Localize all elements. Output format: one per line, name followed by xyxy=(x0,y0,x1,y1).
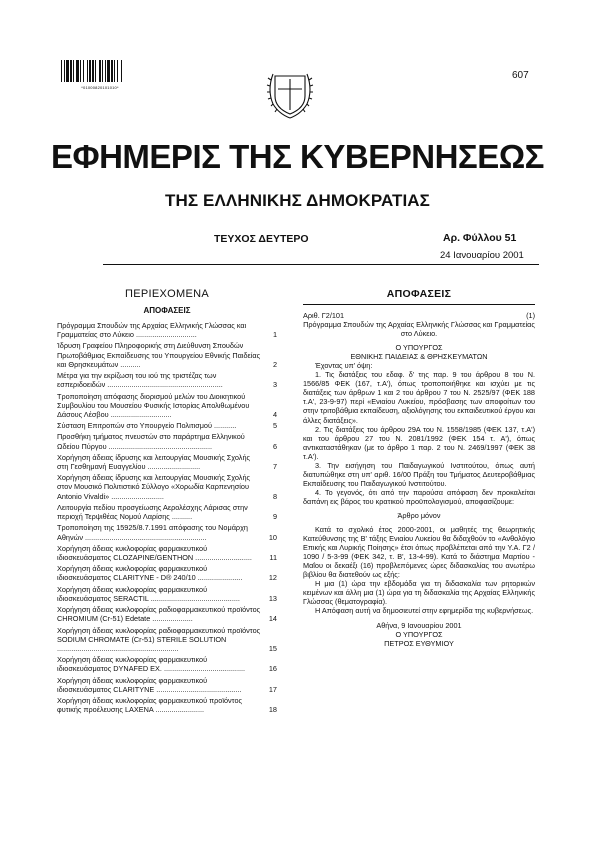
signature-place-date: Αθήνα, 9 Ιανουαρίου 2001 xyxy=(376,620,462,630)
contents-item xyxy=(57,503,277,521)
contents-item-page: 14 xyxy=(268,614,277,624)
gazette-title: ΕΦΗΜΕΡΙΣ ΤΗΣ ΚΥΒΕΡΝΗΣΕΩΣ xyxy=(51,138,544,175)
contents-item-page: 6 xyxy=(272,441,277,451)
contents-item-page: 1 xyxy=(272,330,277,340)
having-regard: Έχοντας υπ' όψη: xyxy=(315,361,373,371)
contents-item-page: 16 xyxy=(268,664,277,674)
decision-paragraph-5: Κατά το σχολικό έτος 2000-2001, οι μαθητές της θεωρητικής Κατεύθυνσης της Β' τάξης Ενιαίου Λυκείου θα διδαχθούν το «Ανθολόγιο Επικής και Λυρικής Ποίησης» έτσι όπως προβλέπεται από την Υ.Α. Γ2 / 1090 / 5-3-99 (ΦΕΚ 342, τ. Β', 13-4-99). Κατά το διάστημα Μαρτίου - Μαΐου οι δεκαέξι (16) προβλεπόμενες ώρες διδασκαλίας του ανωτέρω βιβλίου θα διατεθούν ως εξής: xyxy=(303,525,535,580)
contents-item-text: Σύσταση Επιτροπών στο Υπουργείο Πολιτισμού ........... xyxy=(57,421,237,431)
contents-item xyxy=(57,321,277,339)
contents-item-page: 5 xyxy=(272,421,277,431)
contents-item-page: 8 xyxy=(272,491,277,501)
contents-item xyxy=(57,564,277,582)
contents-item-text: Χορήγηση άδειας κυκλοφορίας φαρμακευτικού ιδιοσκευάσματος CLARITYNE - D® 240/10 ...................... xyxy=(57,564,243,583)
contents-item-text: Χορήγηση άδειας κυκλοφορίας φαρμακευτικού ιδιοσκευάσματος CLARITYNE .......................................... xyxy=(57,675,242,694)
decision-paragraph-6: Η μια (1) ώρα την εβδομάδα για τη διδασκαλία των ρητορικών κειμένων και άλλη μια (1) ώρα για τη διδασκαλία της Αρχαίας Ελληνικής Γλώσσας (θεματογραφία). xyxy=(303,579,535,607)
contents-item-text: Χορήγηση άδειας κυκλοφορίας φαρμακευτικού ιδιοσκευάσματος CLOZAPINE/GENTHON ............................ xyxy=(57,543,252,562)
contents-item-text: Χορήγηση άδειας κυκλοφορίας φαρμακευτικού ιδιοσκευάσματος DYNAFED EX. ........................................ xyxy=(57,655,246,674)
decision-ref-number: Αριθ. Γ2/101 xyxy=(303,311,345,320)
contents-item-page: 13 xyxy=(268,593,277,603)
contents-heading: ΠΕΡΙΕΧΟΜΕΝΑ xyxy=(125,288,209,300)
contents-item-page: 9 xyxy=(272,512,277,522)
contents-item xyxy=(57,544,277,562)
contents-item-page: 18 xyxy=(268,705,277,715)
decisions-heading: ΑΠΟΦΑΣΕΙΣ xyxy=(386,288,452,300)
decision-paragraph-7: Η Απόφαση αυτή να δημοσιευτεί στην εφημερίδα της κυβερνήσεως. xyxy=(315,606,534,616)
contents-item-page: 12 xyxy=(268,573,277,583)
contents-item xyxy=(57,696,277,714)
contents-item xyxy=(57,605,277,623)
contents-item-page: 2 xyxy=(272,359,277,369)
decision-paragraph-1: 1. Τις διατάξεις του εδαφ. δ' της παρ. 9 του άρθρου 8 του Ν. 1566/85 ΦΕΚ (167, τ.Α'), όπως τροποποιήθηκε και ισχύει με τις διατάξεις των άρθρων 1 και 2 του άρθρου 7 του Ν. 2525/97 (ΦΕΚ 188 τ.Α', 23-9-97) περί «Ενιαίου Λυκείου, πρόσβασης των αποφοίτων του στην τριτοβάθμια εκπαίδευση, αξιολόγησης του εκπαιδευτικού έργου και άλλες διατάξεις». xyxy=(303,370,535,425)
decision-paragraph-3: 3. Την εισήγηση του Παιδαγωγικού Ινστιτούτου, όπως αυτή διατυπώθηκε στη υπ' αριθ. 16/00 Πράξη του Τμήματος Δευτεροβάθμιας Εκπαίδευσης του Παιδαγωγικού Ινστιτούτου. xyxy=(303,460,535,488)
contents-item xyxy=(57,523,277,541)
contents-item xyxy=(57,341,277,368)
decision-title: Πρόγραμμα Σπουδών της Αρχαίας Ελληνικής Γλώσσας και Γραμματείας στο Λύκειο. xyxy=(303,320,535,339)
contents-item-text: Χορήγηση άδειας ίδρυσης και λειτουργίας Μουσικής Σχολής στη Γεσθημανή Ευαγγελίου .......................... xyxy=(57,452,251,471)
contents-item-page: 10 xyxy=(268,532,277,542)
decisions-heading-underline xyxy=(303,304,535,305)
contents-item-text: Προσθήκη τμήματος πνευστών στο παράρτημα Ελληνικού Ωδείου Πύργου ................................................... xyxy=(57,432,245,451)
contents-item xyxy=(57,371,277,389)
contents-item xyxy=(57,473,277,500)
contents-item-text: Χορήγηση άδειας ίδρυσης και λειτουργίας Μουσικής Σχολής στον Μουσικό Πολιτιστικό Σύλλογο «Χορωδία Καρπενησίου Antonio Vivaldi» .......................... xyxy=(57,473,251,501)
contents-list xyxy=(57,321,277,714)
contents-item-text: Τροποποίηση της 15925/8.7.1991 απόφασης του Νομάρχη Αθηνών ............................................................ xyxy=(57,523,248,542)
decision-ref-index: (1) xyxy=(526,311,535,320)
contents-item-text: Χορήγηση άδειας κυκλοφορίας φαρμακευτικού προϊόντος φυτικής προέλευσης LAXENA ........................ xyxy=(57,696,243,715)
decision-paragraph-4: 4. Το γεγονός, ότι από την παρούσα απόφαση δεν προκαλείται δαπάνη εις βάρος του κρατικού προϋπολογισμού, αποφασίζουμε: xyxy=(303,487,535,506)
contents-item xyxy=(57,676,277,694)
contents-column xyxy=(57,288,277,717)
contents-item-page: 7 xyxy=(272,462,277,471)
contents-item xyxy=(57,655,277,673)
contents-item xyxy=(57,626,277,653)
page-number: 607 xyxy=(512,70,529,81)
contents-item-page: 17 xyxy=(268,684,277,694)
contents-item-page: 11 xyxy=(269,552,277,562)
issue-sheet-number: Αρ. Φύλλου 51 xyxy=(443,232,517,244)
decision-paragraph-2: 2. Τις διατάξεις του άρθρου 29Α του Ν. 1558/1985 (ΦΕΚ 137, τ.Α') και του άρθρου 27 του Ν. 2081/1992 (ΦΕΚ 154 τ. Α'), όπως αντικαταστάθηκαν (με το άρθρο 1 παρ. 2 του Ν. 2469/1997 (ΦΕΚ 38 τ.Α'). xyxy=(303,424,535,461)
contents-item-page: 15 xyxy=(268,643,277,653)
contents-item-text: Χορήγηση άδειας κυκλοφορίας φαρμακευτικού ιδιοσκευάσματος SERACTIL ............................................ xyxy=(57,584,240,603)
minister-heading-line1: Ο ΥΠΟΥΡΓΟΣ xyxy=(395,343,443,353)
contents-item-text: Τροποποίηση απόφασης διορισμού μελών του Διοικητικού Συμβουλίου του Μουσείου Φυσικής Ιστορίας Απολιθωμένου Δάσους Λέσβου .............................. xyxy=(57,391,250,419)
contents-item-text: Ίδρυση Γραφείου Πληροφορικής στη Διεύθυνση Σπουδών Πρωτοβάθμιας Εκπαίδευσης του Υπουργείου Εθνικής Παιδείας και Θρησκευμάτων .......... xyxy=(57,341,261,369)
decisions-column xyxy=(303,288,535,648)
contents-item-text: Πρόγραμμα Σπουδών της Αρχαίας Ελληνικής Γλώσσας και Γραμματείας στο Λύκειο .............................. xyxy=(57,321,247,340)
signature-name: ΠΕΤΡΟΣ ΕΥΘΥΜΙΟΥ xyxy=(384,638,454,648)
greek-state-emblem-icon xyxy=(265,62,315,122)
contents-item-text: Χορήγηση άδειας κυκλοφορίας ραδιοφαρμακευτικού προϊόντος SODIUM CHROMATE (Cr-51) STERILE SOLUTION ............................................................ xyxy=(57,625,261,653)
contents-item xyxy=(57,453,277,471)
contents-item-text: Λειτουργία πεδίου προσγείωσης Αερολέσχης Λάρισας στην περιοχή Τερψιθέας Νομού Λαρίσης .......... xyxy=(57,502,248,522)
contents-item-page: 4 xyxy=(272,409,277,419)
header-divider xyxy=(103,264,539,265)
contents-item xyxy=(57,392,277,419)
barcode xyxy=(60,60,140,82)
contents-item-text: Μέτρα για την εκρίζωση του ιού της τριστέζας των εσπεριδοειδών ......................................................... xyxy=(57,371,223,390)
contents-item-page: 3 xyxy=(272,380,277,390)
contents-subheading: ΑΠΟΦΑΣΕΙΣ xyxy=(143,306,191,315)
contents-item xyxy=(57,432,277,450)
contents-item xyxy=(57,585,277,603)
contents-item-text: Χορήγηση άδειας κυκλοφορίας ραδιοφαρμακευτικού προϊόντος CHROMIUM (Cr-51) Edetate .................... xyxy=(57,605,261,624)
minister-heading-line2: ΕΘΝΙΚΗΣ ΠΑΙΔΕΙΑΣ & ΘΡΗΣΚΕΥΜΑΤΩΝ xyxy=(350,352,488,362)
barcode-number: *01000820101010* xyxy=(81,85,119,90)
decision-reference xyxy=(303,311,535,320)
contents-item xyxy=(57,421,277,430)
gazette-subtitle: ΤΗΣ ΕΛΛΗΝΙΚΗΣ ΔΗΜΟΚΡΑΤΙΑΣ xyxy=(165,191,430,210)
issue-type: ΤΕΥΧΟΣ ΔΕΥΤΕΡΟ xyxy=(214,233,309,245)
article-heading: Άρθρο μόνον xyxy=(397,510,441,520)
signature-role: Ο ΥΠΟΥΡΓΟΣ xyxy=(395,629,443,639)
issue-date: 24 Ιανουαρίου 2001 xyxy=(440,250,524,261)
